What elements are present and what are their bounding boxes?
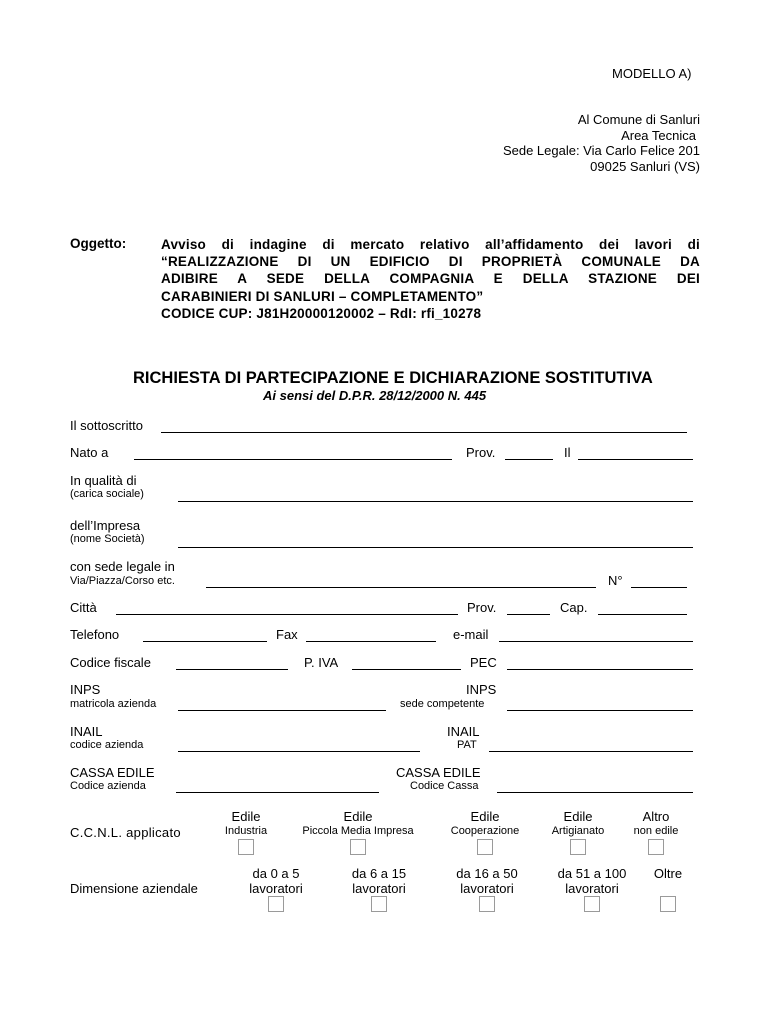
numero-field[interactable] [631, 587, 687, 588]
nome-societa-label: (nome Società) [70, 533, 145, 545]
ccnl-cooperazione-checkbox[interactable] [477, 839, 493, 855]
pec-field[interactable] [507, 669, 693, 670]
dimensione-option-bottom: lavoratori [565, 881, 619, 896]
dimensione-option-top: da 51 a 100 [557, 866, 627, 881]
sede-competente-label: sede competente [400, 698, 485, 710]
citta-field[interactable] [116, 614, 458, 615]
cassa-edile-label-2: CASSA EDILE [396, 765, 481, 780]
ccnl-label: C.C.N.L. applicato [70, 825, 181, 840]
cassa-azienda-field[interactable] [176, 792, 379, 793]
codice-fiscale-label: Codice fiscale [70, 655, 151, 670]
dimensione-0-5-checkbox[interactable] [268, 896, 284, 912]
dimensione-option-top: da 16 a 50 [456, 866, 518, 881]
oggetto-line: “REALIZZAZIONE DI UN EDIFICIO DI PROPRIETÀ COMUNALE DA [161, 254, 700, 270]
piva-label: P. IVA [304, 655, 339, 670]
ccnl-option-top: Edile [470, 809, 500, 824]
inps-label-2: INPS [466, 682, 497, 697]
matricola-field[interactable] [178, 710, 386, 711]
dimensione-option-bottom: lavoratori [352, 881, 406, 896]
il-label: Il [564, 445, 571, 460]
impresa-label: dell’Impresa [70, 518, 141, 533]
telefono-label: Telefono [70, 627, 120, 642]
dimensione-oltre-checkbox[interactable] [660, 896, 676, 912]
document-subtitle: Ai sensi del D.P.R. 28/12/2000 N. 445 [263, 388, 487, 403]
document-title: RICHIESTA DI PARTECIPAZIONE E DICHIARAZIONE SOSTITUTIVA [133, 369, 653, 387]
sede-label: con sede legale in [70, 559, 175, 574]
codice-azienda-label: codice azienda [70, 739, 144, 751]
impresa-field[interactable] [178, 547, 693, 548]
codice-cassa-label: Codice Cassa [410, 780, 479, 792]
ccnl-option-bottom: Industria [224, 825, 268, 837]
ccnl-industria-checkbox[interactable] [238, 839, 254, 855]
inps-label: INPS [70, 682, 101, 697]
sottoscritto-label: Il sottoscritto [70, 418, 143, 433]
dimensione-6-15-checkbox[interactable] [371, 896, 387, 912]
oggetto-line: CODICE CUP: J81H20000120002 – RdI: rfi_10278 [161, 305, 482, 321]
prov-field-2[interactable] [507, 614, 550, 615]
oggetto-line: ADIBIRE A SEDE DELLA COMPAGNIA E DELLA STAZIONE DEI [161, 271, 700, 287]
oggetto-line: Avviso di indagine di mercato relativo all’affidamento dei lavori di [161, 237, 700, 252]
ccnl-option-bottom: Cooperazione [450, 825, 520, 837]
dimensione-option-top: da 6 a 15 [351, 866, 407, 881]
citta-label: Città [70, 600, 97, 615]
ccnl-option-top: Edile [563, 809, 593, 824]
pat-field[interactable] [489, 751, 693, 752]
ccnl-option-bottom: non edile [633, 825, 679, 837]
ccnl-option-bottom: Piccola Media Impresa [302, 825, 414, 837]
via-field[interactable] [206, 587, 596, 588]
oggetto-text [161, 236, 700, 322]
codice-fiscale-field[interactable] [176, 669, 288, 670]
cassa-edile-label: CASSA EDILE [70, 765, 155, 780]
sottoscritto-field[interactable] [161, 432, 687, 433]
prov-label-2: Prov. [467, 600, 497, 615]
codice-cassa-field[interactable] [497, 792, 693, 793]
carica-label: (carica sociale) [70, 488, 144, 500]
piva-field[interactable] [352, 669, 461, 670]
carica-field[interactable] [178, 501, 693, 502]
modello-label: MODELLO A) [612, 66, 692, 81]
via-label: Via/Piazza/Corso etc. [70, 575, 175, 587]
dimensione-label: Dimensione aziendale [70, 881, 198, 896]
dimensione-51-100-checkbox[interactable] [584, 896, 600, 912]
dimensione-option-top: da 0 a 5 [252, 866, 300, 881]
dimensione-option-top: Oltre [653, 866, 683, 881]
fax-field[interactable] [306, 641, 436, 642]
ccnl-option-top: Edile [231, 809, 261, 824]
dimensione-option-bottom: lavoratori [460, 881, 514, 896]
nato-label: Nato a [70, 445, 109, 460]
codice-azienda-cassa-label: Codice azienda [70, 780, 146, 792]
date-field[interactable] [578, 459, 693, 460]
inail-label: INAIL [70, 724, 103, 739]
recipient-address [503, 112, 700, 174]
address-line: Area Tecnica [621, 127, 696, 143]
dimensione-option-bottom: lavoratori [249, 881, 303, 896]
ccnl-option-top: Edile [343, 809, 373, 824]
oggetto-label: Oggetto: [70, 236, 127, 251]
qualita-label: In qualità di [70, 473, 137, 488]
pat-label: PAT [457, 739, 477, 751]
ccnl-option-bottom: Artigianato [551, 825, 605, 837]
prov-label: Prov. [466, 445, 496, 460]
ccnl-altro-checkbox[interactable] [648, 839, 664, 855]
oggetto-line: CARABINIERI DI SANLURI – COMPLETAMENTO” [161, 288, 484, 304]
dimensione-16-50-checkbox[interactable] [479, 896, 495, 912]
address-line: Sede Legale: Via Carlo Felice 201 [502, 143, 700, 158]
inail-azienda-field[interactable] [178, 751, 420, 752]
cap-label: Cap. [560, 600, 588, 615]
fax-label: Fax [276, 627, 298, 642]
telefono-field[interactable] [143, 641, 267, 642]
ccnl-artigianato-checkbox[interactable] [570, 839, 586, 855]
inail-label-2: INAIL [447, 724, 480, 739]
sede-competente-field[interactable] [507, 710, 693, 711]
ccnl-pmi-checkbox[interactable] [350, 839, 366, 855]
prov-field[interactable] [505, 459, 553, 460]
cap-field[interactable] [598, 614, 687, 615]
address-line: Al Comune di Sanluri [577, 112, 700, 127]
email-field[interactable] [499, 641, 693, 642]
matricola-label: matricola azienda [70, 698, 157, 710]
ccnl-option-top: Altro [642, 809, 670, 824]
nato-field[interactable] [134, 459, 452, 460]
numero-label: N° [608, 573, 623, 588]
address-line: 09025 Sanluri (VS) [590, 158, 700, 174]
pec-label: PEC [470, 655, 497, 670]
email-label: e-mail [453, 627, 489, 642]
